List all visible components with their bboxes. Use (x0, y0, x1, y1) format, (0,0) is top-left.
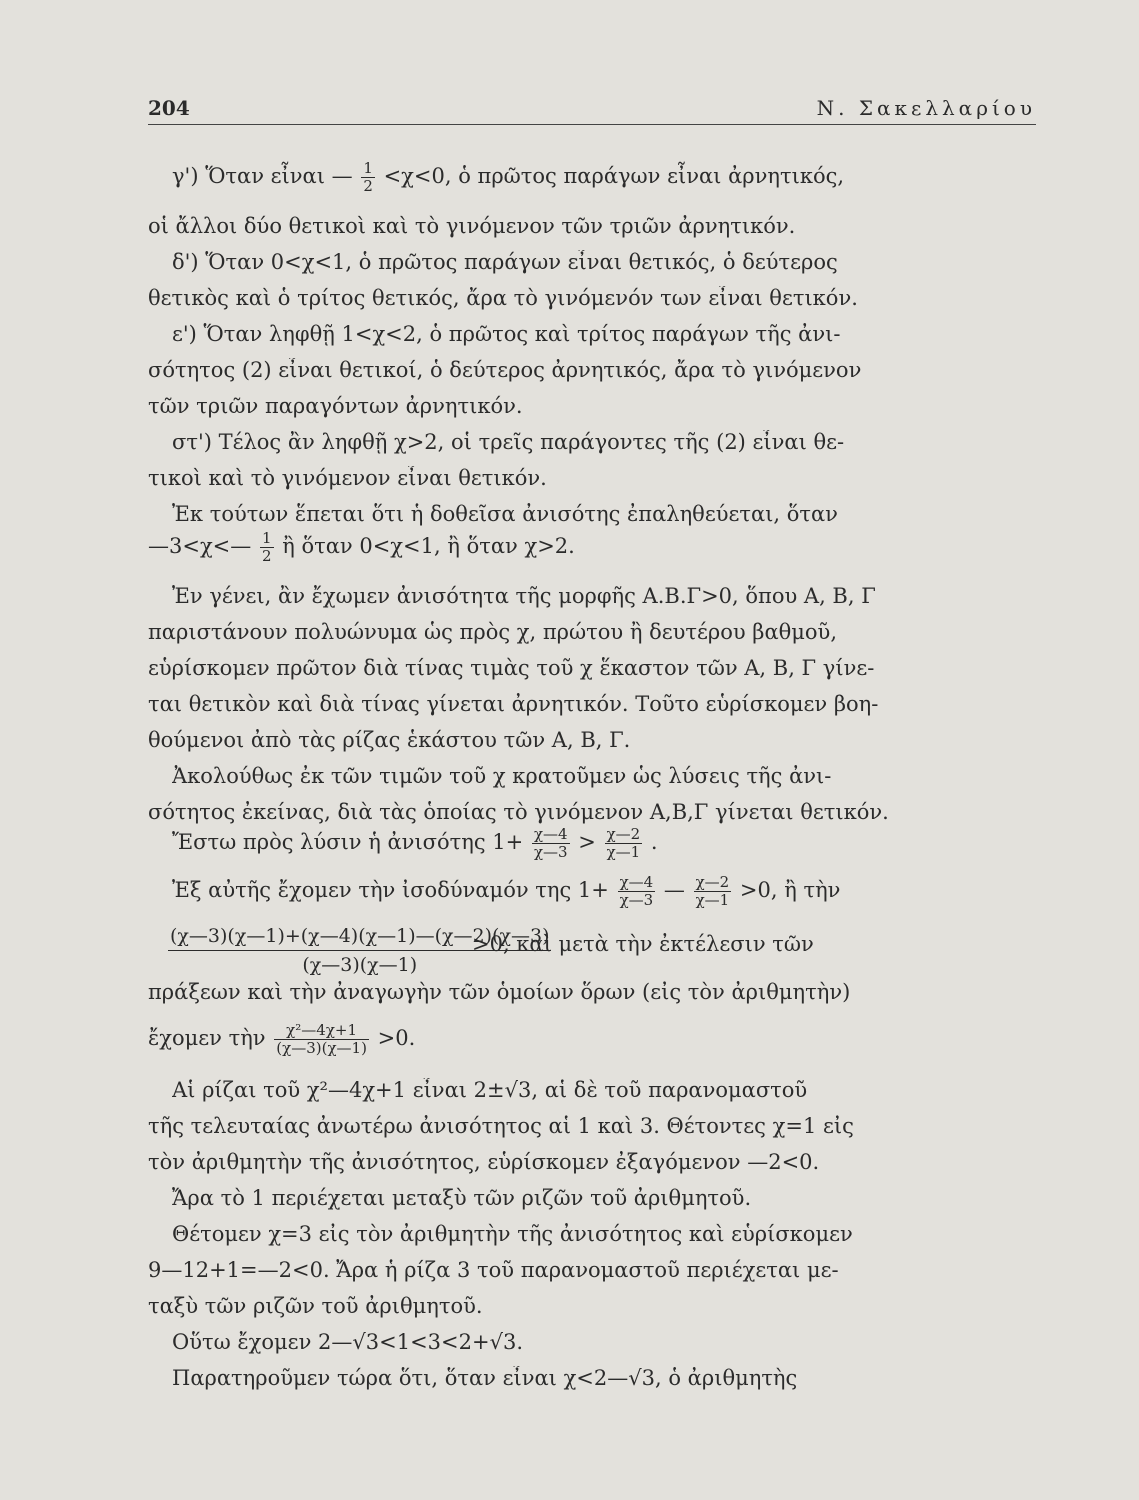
fraction-denominator: (χ—3)(χ—1) (302, 954, 418, 976)
text-segment: <χ<0, ὁ πρῶτος παράγων εἶναι ἀρνητικός, (383, 164, 845, 188)
text-segment: — (663, 878, 685, 902)
text-segment: > (578, 830, 596, 854)
text-line (172, 826, 1040, 861)
fraction-denominator: χ—1 (606, 843, 641, 861)
text-line: οἱ ἄλλοι δύο θετικοὶ καὶ τὸ γινόμενον τῶν τριῶν ἀρνητικόν. (148, 214, 796, 238)
fraction-denominator: χ—3 (533, 843, 568, 861)
text-line: τῶν τριῶν παραγόντων ἀρνητικόν. (148, 394, 523, 418)
text-line: σότητος (2) εἶναι θετικοί, ὁ δεύτερος ἀρνητικός, ἄρα τὸ γινόμενον (148, 358, 862, 382)
fraction (274, 1022, 369, 1057)
fraction (361, 160, 375, 195)
text-line: θετικὸς καὶ ὁ τρίτος θετικός, ἄρα τὸ γινόμενόν των εἶναι θετικόν. (148, 286, 858, 310)
fraction (694, 874, 732, 909)
text-line: Ἄρα τὸ 1 περιέχεται μεταξὺ τῶν ριζῶν τοῦ ἀριθμητοῦ. (172, 1186, 752, 1210)
text-line: Παρατηροῦμεν τώρα ὅτι, ὅταν εἶναι χ<2—√3, ὁ ἀριθμητὴς (172, 1366, 798, 1390)
text-line: τικοὶ καὶ τὸ γινόμενον εἶναι θετικόν. (148, 466, 547, 490)
fraction-numerator: χ—4 (533, 826, 568, 843)
text-segment: ἢ ὅταν 0<χ<1, ἢ ὅταν χ>2. (282, 534, 575, 558)
text-line: Θέτομεν χ=3 εἰς τὸν ἀριθμητὴν τῆς ἀνισότητος καὶ εὑρίσκομεν (172, 1222, 853, 1246)
text-line: πράξεων καὶ τὴν ἀναγωγὴν τῶν ὁμοίων ὅρων (εἰς τὸν ἀριθμητὴν) (148, 980, 851, 1004)
text-line (172, 160, 1040, 195)
text-line: Αἱ ρίζαι τοῦ χ²—4χ+1 εἶναι 2±√3, αἱ δὲ τοῦ παρανομαστοῦ (172, 1078, 808, 1102)
text-segment: —3<χ<— (148, 534, 252, 558)
fraction (618, 874, 656, 909)
page-header (148, 92, 1036, 125)
text-segment: Ἔστω πρὸς λύσιν ἡ ἀνισότης 1+ (172, 830, 524, 854)
text-line: ταξὺ τῶν ριζῶν τοῦ ἀριθμητοῦ. (148, 1294, 483, 1318)
text-segment: . (650, 830, 658, 854)
text-segment: >0, καὶ μετὰ τὴν ἐκτέλεσιν τῶν (472, 932, 814, 956)
text-line: Ἐν γένει, ἂν ἔχωμεν ἀνισότητα τῆς μορφῆς Α.Β.Γ>0, ὅπου Α, Β, Γ (172, 584, 876, 608)
fraction-denominator: χ—1 (695, 891, 730, 909)
text-line: 9—12+1=—2<0. Ἄρα ἡ ρίζα 3 τοῦ παρανομαστοῦ περιέχεται με- (148, 1258, 839, 1282)
page-number: 204 (148, 96, 190, 120)
fraction-numerator: 1 (363, 160, 373, 177)
text-line: θούμενοι ἀπὸ τὰς ρίζας ἑκάστου τῶν Α, Β, Γ. (148, 728, 631, 752)
text-line: σότητος ἐκείνας, διὰ τὰς ὁποίας τὸ γινόμενον Α,Β,Γ γίνεται θετικόν. (148, 800, 889, 824)
text-line: Ἀκολούθως ἐκ τῶν τιμῶν τοῦ χ κρατοῦμεν ὡς λύσεις τῆς ἀνι- (172, 764, 832, 788)
fraction-numerator: 1 (261, 530, 272, 547)
fraction-numerator: χ—2 (695, 874, 730, 891)
fraction (532, 826, 570, 861)
text-line: στ') Τέλος ἂν ληφθῇ χ>2, οἱ τρεῖς παράγοντες τῆς (2) εἶναι θε- (172, 430, 845, 454)
text-line: τὸν ἀριθμητὴν τῆς ἀνισότητος, εὑρίσκομεν ἐξαγόμενον —2<0. (148, 1150, 820, 1174)
fraction-numerator: χ—2 (606, 826, 641, 843)
fraction-denominator: χ—3 (619, 891, 654, 909)
text-segment: >0, ἢ τὴν (739, 878, 841, 902)
text-line (148, 1022, 1040, 1057)
text-line: εὑρίσκομεν πρῶτον διὰ τίνας τιμὰς τοῦ χ ἕκαστον τῶν Α, Β, Γ γίνε- (148, 656, 875, 680)
text-line: ται θετικὸν καὶ διὰ τίνας γίνεται ἀρνητικόν. Τοῦτο εὑρίσκομεν βοη- (148, 692, 879, 716)
text-line: παριστάνουν πολυώνυμα ὡς πρὸς χ, πρώτου ἢ δευτέρου βαθμοῦ, (148, 620, 838, 644)
fraction (605, 826, 643, 861)
text-line (172, 874, 1040, 909)
text-segment: >0. (377, 1026, 416, 1050)
text-segment: γ') Ὅταν εἶναι — (172, 164, 353, 188)
text-segment: Ἐξ αὐτῆς ἔχομεν τὴν ἰσοδύναμόν της 1+ (172, 878, 609, 902)
fraction-denominator: (χ—3)(χ—1) (276, 1039, 367, 1057)
text-segment: ἔχομεν τὴν (148, 1026, 266, 1050)
text-line: δ') Ὅταν 0<χ<1, ὁ πρῶτος παράγων εἶναι θετικός, ὁ δεύτερος (172, 250, 838, 274)
fraction-numerator: χ—4 (619, 874, 654, 891)
fraction-denominator: 2 (261, 547, 272, 565)
text-line: τῆς τελευταίας ἀνωτέρω ἀνισότητος αἱ 1 καὶ 3. Θέτοντες χ=1 εἰς (148, 1114, 854, 1138)
fraction (260, 530, 274, 565)
fraction-denominator: 2 (363, 177, 373, 195)
running-head: Ν. Σακελλαρίου (816, 96, 1036, 120)
fraction-numerator: χ²—4χ+1 (274, 1022, 369, 1040)
text-line (148, 530, 1040, 565)
fraction-numerator: (χ—3)(χ—1)+(χ—4)(χ—1)—(χ—2)(χ—3) (168, 922, 551, 951)
text-line: Ἐκ τούτων ἕπεται ὅτι ἡ δοθεῖσα ἀνισότης ἐπαληθεύεται, ὅταν (172, 502, 838, 526)
text-line: ε') Ὅταν ληφθῇ 1<χ<2, ὁ πρῶτος καὶ τρίτος παράγων τῆς ἀνι- (172, 322, 841, 346)
text-line: Οὕτω ἔχομεν 2—√3<1<3<2+√3. (172, 1330, 523, 1354)
